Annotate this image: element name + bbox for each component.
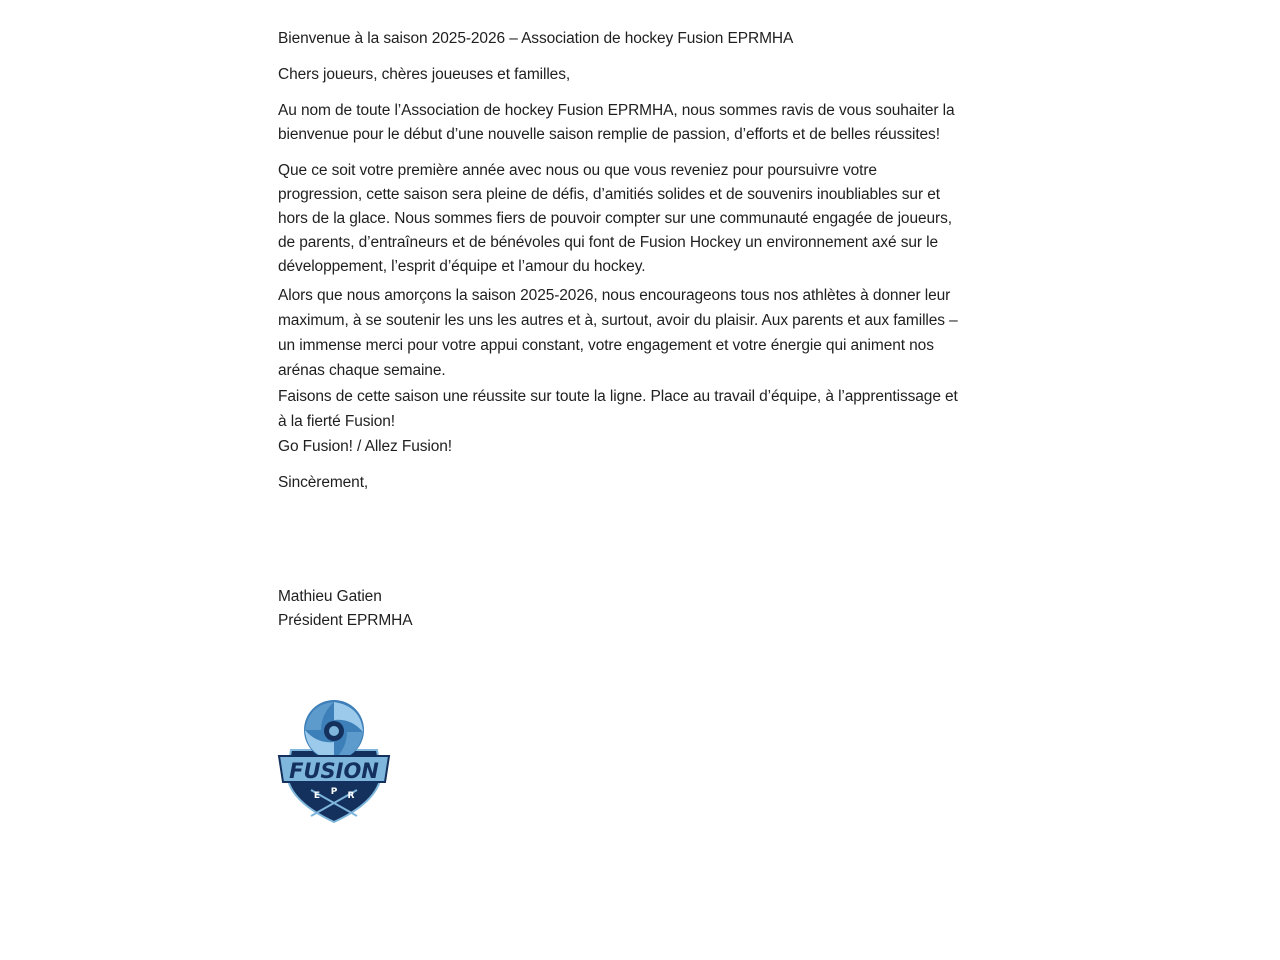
fusion-logo bbox=[277, 698, 391, 826]
fusion-logo-graphic bbox=[277, 698, 391, 826]
logo-letter-e: E bbox=[313, 791, 321, 801]
letter-greeting: Chers joueurs, chères joueuses et familles, bbox=[278, 66, 571, 83]
letter-heading: Bienvenue à la saison 2025-2026 – Association de hockey Fusion EPRMHA bbox=[278, 30, 794, 47]
letter-paragraph-4: Faisons de cette saison une réussite sur toute la ligne. Place au travail d’équipe, à l’apprentissage et à la fierté Fusion! bbox=[278, 388, 958, 430]
letter-body bbox=[278, 27, 958, 633]
logo-letter-p: P bbox=[330, 787, 338, 797]
signer-block bbox=[278, 585, 958, 633]
letter-paragraph-3: Alors que nous amorçons la saison 2025-2026, nous encourageons tous nos athlètes à donner leur maximum, à se soutenir les uns les autres et à, surtout, avoir du plaisir. Aux parents et aux familles – un immense merci pour votre appui constant, votre engagement et votre énergie qui animent nos arénas chaque semaine. bbox=[278, 287, 958, 379]
logo-wordmark: FUSION bbox=[289, 759, 379, 783]
letter-paragraph-2: Que ce soit votre première année avec nous ou que vous reveniez pour poursuivre votre progression, cette saison sera pleine de défis, d’amitiés solides et de souvenirs inoubliables sur et hors de la glace. Nous sommes fiers de pouvoir compter sur une communauté engagée de joueurs, de parents, d’entraîneurs et de bénévoles qui font de Fusion Hockey un environnement axé sur le développement, l’esprit d’équipe et l’amour du hockey. bbox=[278, 162, 952, 275]
letter-slogan: Go Fusion! / Allez Fusion! bbox=[278, 438, 453, 455]
swirl-icon bbox=[304, 700, 364, 760]
logo-letter-r: R bbox=[347, 791, 355, 801]
letter-paragraph-1: Au nom de toute l’Association de hockey Fusion EPRMHA, nous sommes ravis de vous souhaiter la bienvenue pour le début d’une nouvelle saison remplie de passion, d’efforts et de belles réussites! bbox=[278, 102, 955, 143]
signer-name: Mathieu Gatien bbox=[278, 588, 382, 605]
signature-space bbox=[278, 507, 958, 585]
letter-closing: Sincèrement, bbox=[278, 474, 369, 491]
signer-title: Président EPRMHA bbox=[278, 612, 413, 629]
